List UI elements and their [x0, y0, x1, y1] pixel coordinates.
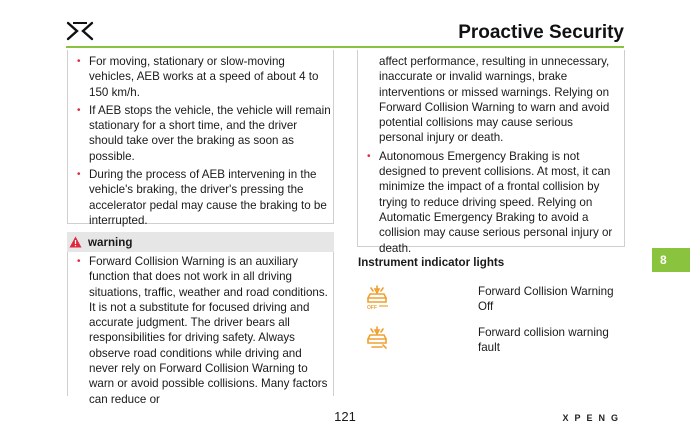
- warning-triangle-icon: [69, 236, 82, 248]
- fcw-off-icon-text: OFF: [367, 305, 377, 311]
- warning-box: [67, 232, 334, 406]
- list-item: • If AEB stops the vehicle, the vehicle will remain stationary for a short time, and the driver should take over the braking as soon as possible.: [68, 103, 331, 164]
- warning-title: warning: [88, 235, 133, 249]
- warning-header: [67, 232, 334, 252]
- left-column: [67, 50, 334, 406]
- page-number: 121: [334, 409, 356, 424]
- warning-continuation-box: [357, 50, 625, 255]
- xpeng-logo-icon: [67, 22, 93, 40]
- indicator-lights-heading: Instrument indicator lights: [358, 256, 505, 269]
- page-title: Proactive Security: [458, 22, 624, 43]
- list-item: • Forward Collision Warning is an auxiliary function that does not work in all driving situations, traffic, weather and road conditions. It is not a substitute for focused driving and accurate judgment. The driver bears all responsibilities for driving safety. Always observe road conditions while driving and never rely on Forward Collision Warning to warn or avoid possible collisions. Many factors can reduce or: [68, 254, 331, 407]
- indicator-row-fcw-fault: [358, 325, 626, 359]
- indicator-row-fcw-off: [358, 284, 626, 318]
- warning-continuation-text: affect performance, resulting in unnecessary, inaccurate or invalid warnings, brake interventions or missed warnings. Relying on Forward Collision Warning to warn and avoid potential collisions may cause serious personal injury or death.: [379, 55, 610, 145]
- title-divider: [66, 46, 624, 48]
- indicator-label: Forward collision warning fault: [478, 326, 609, 355]
- aeb-notes-box: [67, 50, 334, 227]
- list-item: • Autonomous Emergency Braking is not designed to prevent collisions. At most, it can minimize the impact of a frontal collision by trying to reduce driving speed. Relying on Automatic Emergency Braking to avoid a collision may cause serious personal injury or death.: [358, 149, 620, 256]
- list-item: • During the process of AEB intervening in the vehicle's braking, the driver's pressing the accelerator pedal may cause the braking to be interrupted.: [68, 167, 331, 228]
- fcw-off-icon: [362, 284, 392, 310]
- chapter-tab: 8: [652, 248, 690, 272]
- brand-wordmark: XPENG: [562, 413, 624, 423]
- list-item: • For moving, stationary or slow-moving vehicles, AEB works at a speed of about 4 to 150 km/h.: [68, 54, 331, 100]
- fcw-fault-icon: [362, 325, 392, 351]
- right-column: [357, 50, 625, 255]
- indicator-label: Forward Collision Warning Off: [478, 285, 614, 314]
- warning-body: [67, 252, 334, 406]
